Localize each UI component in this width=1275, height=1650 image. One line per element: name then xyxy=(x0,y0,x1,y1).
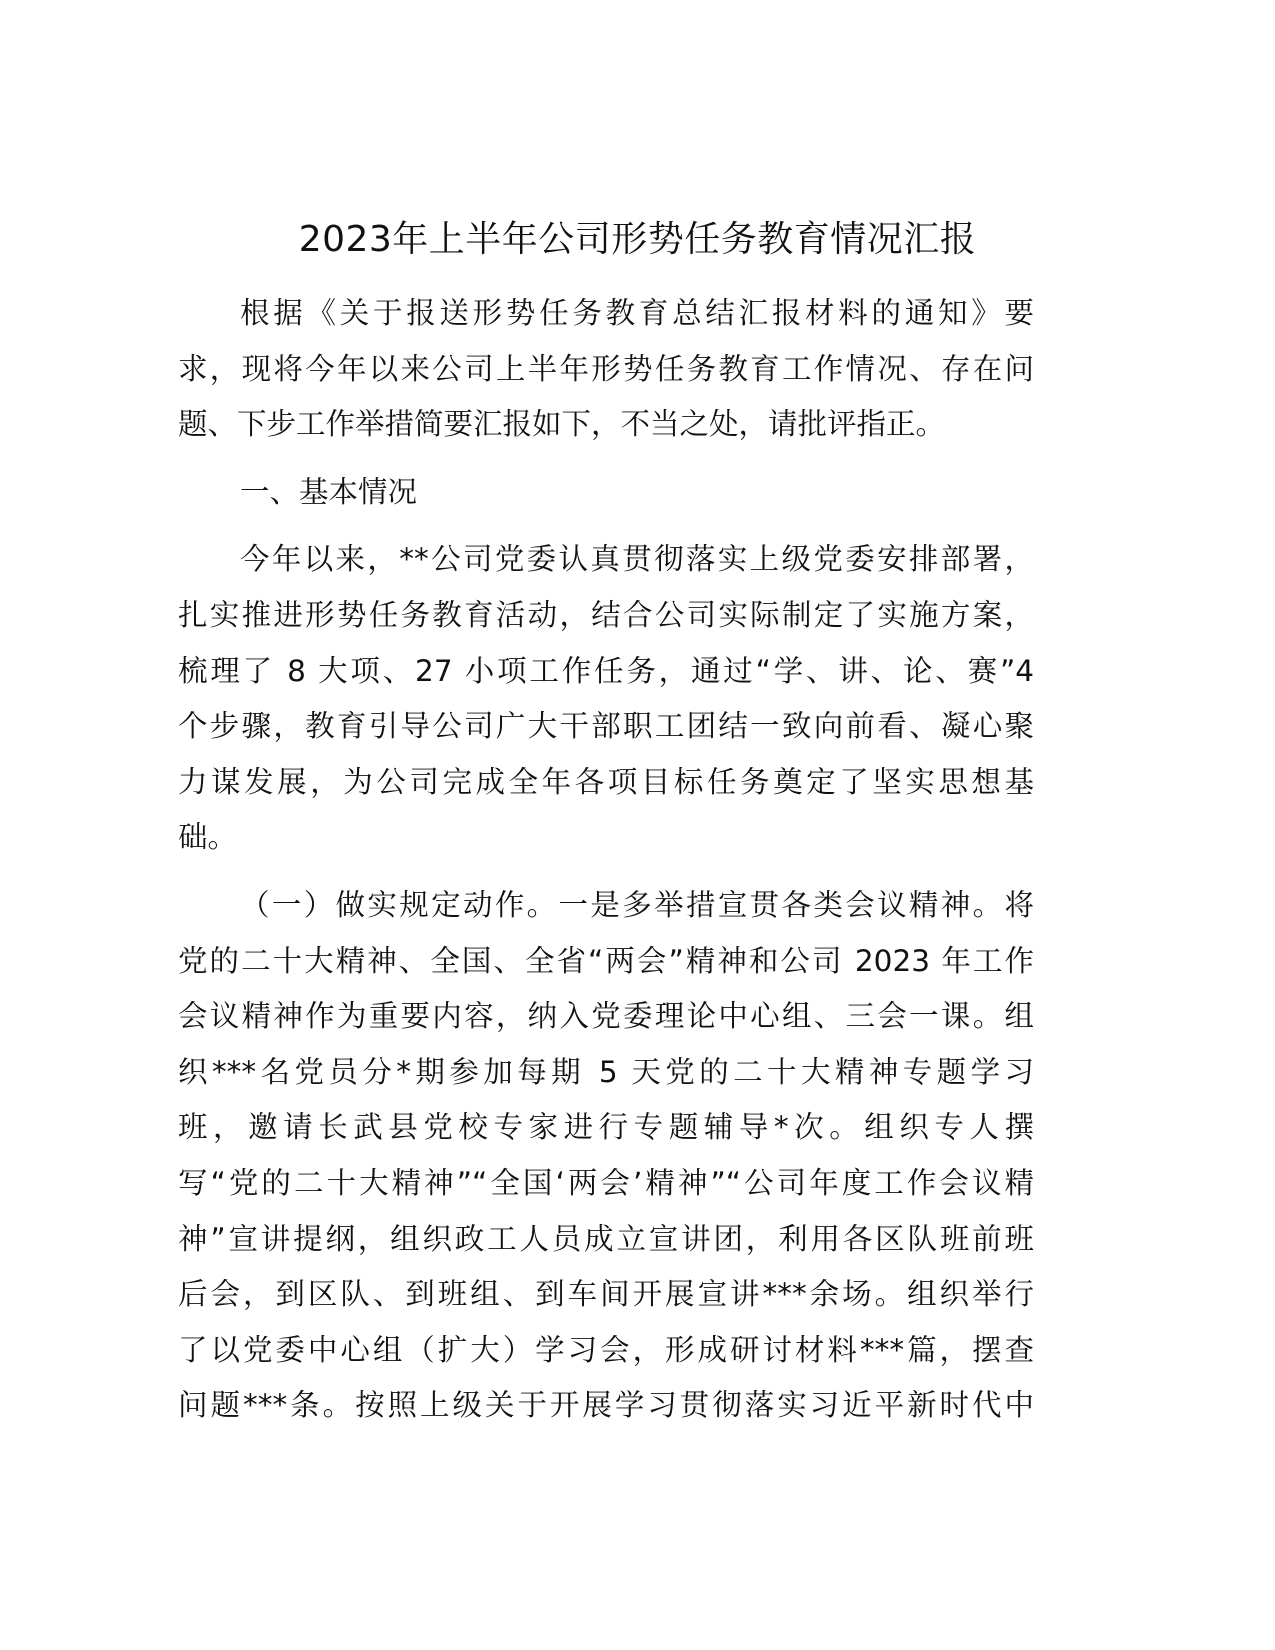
text-line: （一）做实规定动作。一是多举措宣贯各类会议精神。将 xyxy=(240,887,1034,922)
paragraph-gap xyxy=(178,866,1034,878)
paragraph xyxy=(178,878,1034,1434)
text-line: 班，邀请长武县党校专家进行专题辅导*次。组织专人撰 xyxy=(178,1110,1034,1145)
text-line: 会议精神作为重要内容，纳入党委理论中心组、三会一课。组 xyxy=(178,999,1034,1034)
text-line: 扎实推进形势任务教育活动，结合公司实际制定了实施方案， xyxy=(178,597,1034,632)
document-title: 2023年上半年公司形势任务教育情况汇报 xyxy=(298,219,977,260)
paragraph xyxy=(178,465,1034,521)
paragraph-gap xyxy=(178,520,1034,532)
text-line: 党的二十大精神、全国、全省“两会”精神和公司 2023 年工作 xyxy=(178,943,1034,978)
text-line: 问题***条。按照上级关于开展学习贯彻落实习近平新时代中 xyxy=(178,1388,1034,1423)
text-line: 了以党委中心组（扩大）学习会，形成研讨材料***篇，摆查 xyxy=(178,1332,1034,1367)
paragraph xyxy=(178,286,1034,453)
text-line: 个步骤，教育引导公司广大干部职工团结一致向前看、凝心聚 xyxy=(178,709,1034,744)
text-line: 织***名党员分*期参加每期 5 天党的二十大精神专题学习 xyxy=(178,1054,1034,1089)
text-line: 后会，到区队、到班组、到车间开展宣讲***余场。组织举行 xyxy=(178,1277,1034,1312)
paragraph xyxy=(178,532,1034,866)
paragraph-gap xyxy=(178,453,1034,465)
text-line: 今年以来，**公司党委认真贯彻落实上级党委安排部署， xyxy=(240,542,1034,577)
text-line: 题、下步工作举措简要汇报如下，不当之处，请批评指正。 xyxy=(178,407,946,442)
text-line: 础。 xyxy=(178,820,238,855)
text-line: 根据《关于报送形势任务教育总结汇报材料的通知》要 xyxy=(240,296,1034,330)
text-line: 梳理了 8 大项、27 小项工作任务，通过“学、讲、论、赛”4 xyxy=(178,653,1034,688)
text-line: 一、基本情况 xyxy=(240,474,418,509)
document-body xyxy=(178,286,1034,1434)
text-line: 力谋发展，为公司完成全年各项目标任务奠定了坚实思想基 xyxy=(178,764,1034,799)
text-line: 求，现将今年以来公司上半年形势任务教育工作情况、存在问 xyxy=(178,351,1034,386)
text-line: 神”宣讲提纲，组织政工人员成立宣讲团，利用各区队班前班 xyxy=(178,1221,1034,1256)
text-line: 写“党的二十大精神”“全国‘两会’精神”“公司年度工作会议精 xyxy=(178,1165,1034,1200)
